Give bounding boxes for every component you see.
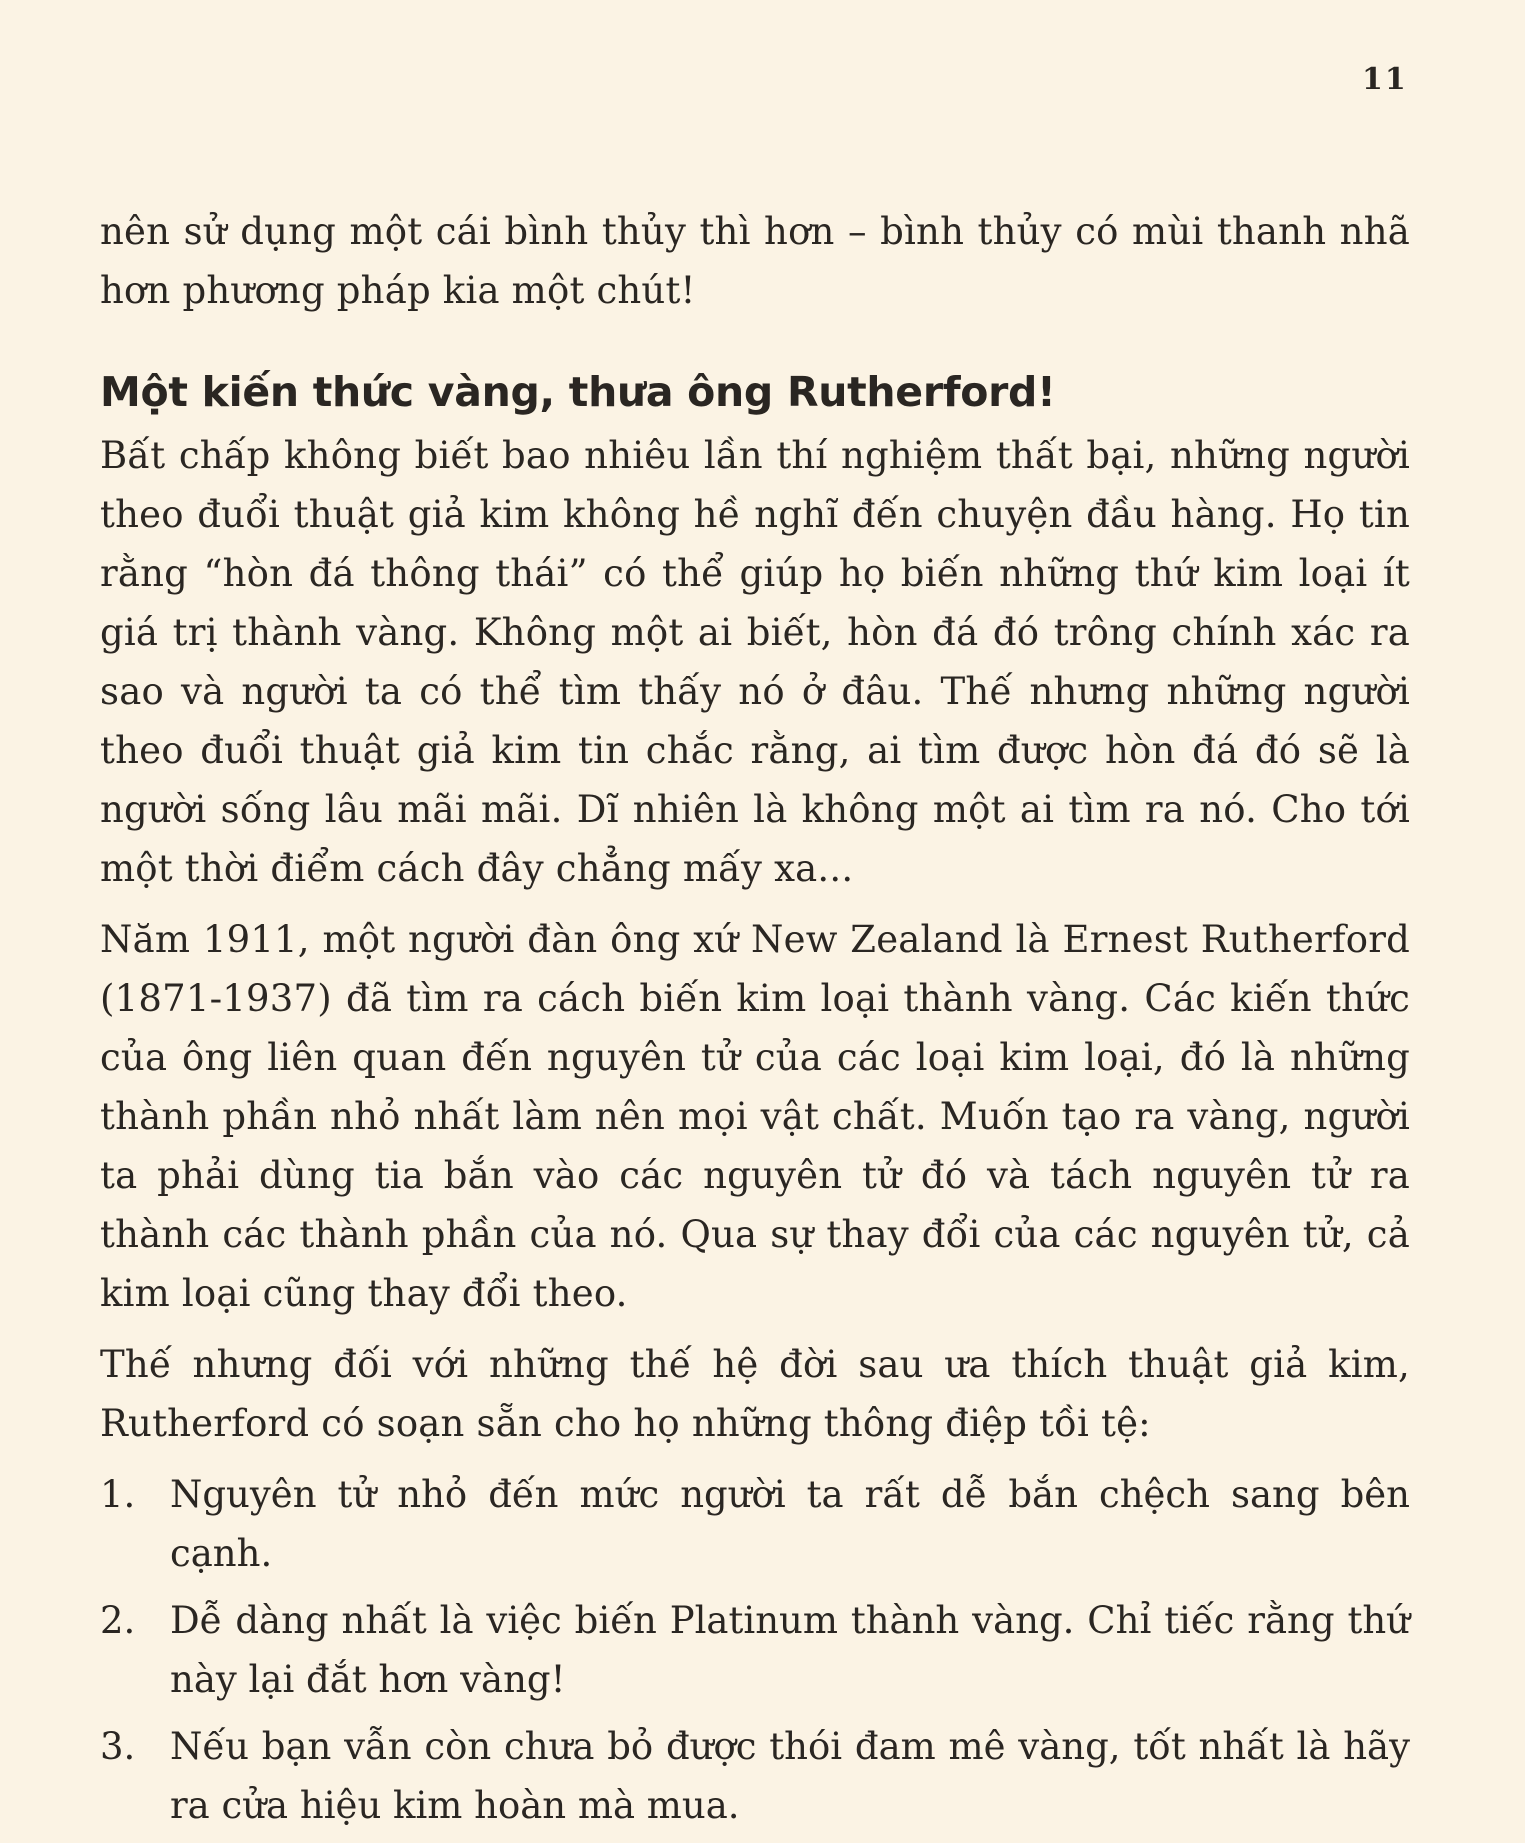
- list-item-text: Dễ dàng nhất là việc biến Platinum thành vàng. Chỉ tiếc rằng thứ này lại đắt hơn vàng!: [170, 1599, 1410, 1701]
- section-heading: Một kiến thức vàng, thưa ông Rutherford!: [100, 368, 1056, 416]
- list-item-number: 3.: [100, 1725, 136, 1768]
- list-item-number: 2.: [100, 1599, 136, 1642]
- intro-paragraph: nên sử dụng một cái bình thủy thì hơn – bình thủy có mùi thanh nhã hơn phương pháp kia một chút!: [100, 210, 1410, 312]
- paragraph-3: Thế nhưng đối với những thế hệ đời sau ưa thích thuật giả kim, Rutherford có soạn sẵn cho họ những thông điệp tồi tệ:: [100, 1343, 1410, 1445]
- paragraph-2: Năm 1911, một người đàn ông xứ New Zealand là Ernest Rutherford (1871-1937) đã tìm ra cách biến kim loại thành vàng. Các kiến thức của ông liên quan đến nguyên tử của các loại kim loại, đó là những thành phần nhỏ nhất làm nên mọi vật chất. Muốn tạo ra vàng, người ta phải dùng tia bắn vào các nguyên tử đó và tách nguyên tử ra thành các thành phần của nó. Qua sự thay đổi của các nguyên tử, cả kim loại cũng thay đổi theo.: [100, 918, 1410, 1315]
- list-item-text: Nếu bạn vẫn còn chưa bỏ được thói đam mê vàng, tốt nhất là hãy ra cửa hiệu kim hoàn mà mua.: [170, 1725, 1410, 1827]
- list-item-text: Nguyên tử nhỏ đến mức người ta rất dễ bắn chệch sang bên cạnh.: [170, 1473, 1410, 1575]
- numbered-list: [100, 1465, 1410, 1835]
- page-number: 11: [1362, 62, 1408, 97]
- paragraph-1: Bất chấp không biết bao nhiêu lần thí nghiệm thất bại, những người theo đuổi thuật giả kim không hề nghĩ đến chuyện đầu hàng. Họ tin rằng “hòn đá thông thái” có thể giúp họ biến những thứ kim loại ít giá trị thành vàng. Không một ai biết, hòn đá đó trông chính xác ra sao và người ta có thể tìm thấy nó ở đâu. Thế nhưng những người theo đuổi thuật giả kim tin chắc rằng, ai tìm được hòn đá đó sẽ là người sống lâu mãi mãi. Dĩ nhiên là không một ai tìm ra nó. Cho tới một thời điểm cách đây chẳng mấy xa...: [100, 434, 1410, 890]
- list-item-number: 1.: [100, 1473, 136, 1516]
- list-item: [100, 1591, 1410, 1709]
- page-content: [100, 202, 1410, 1843]
- list-item: [100, 1717, 1410, 1835]
- list-item: [100, 1465, 1410, 1583]
